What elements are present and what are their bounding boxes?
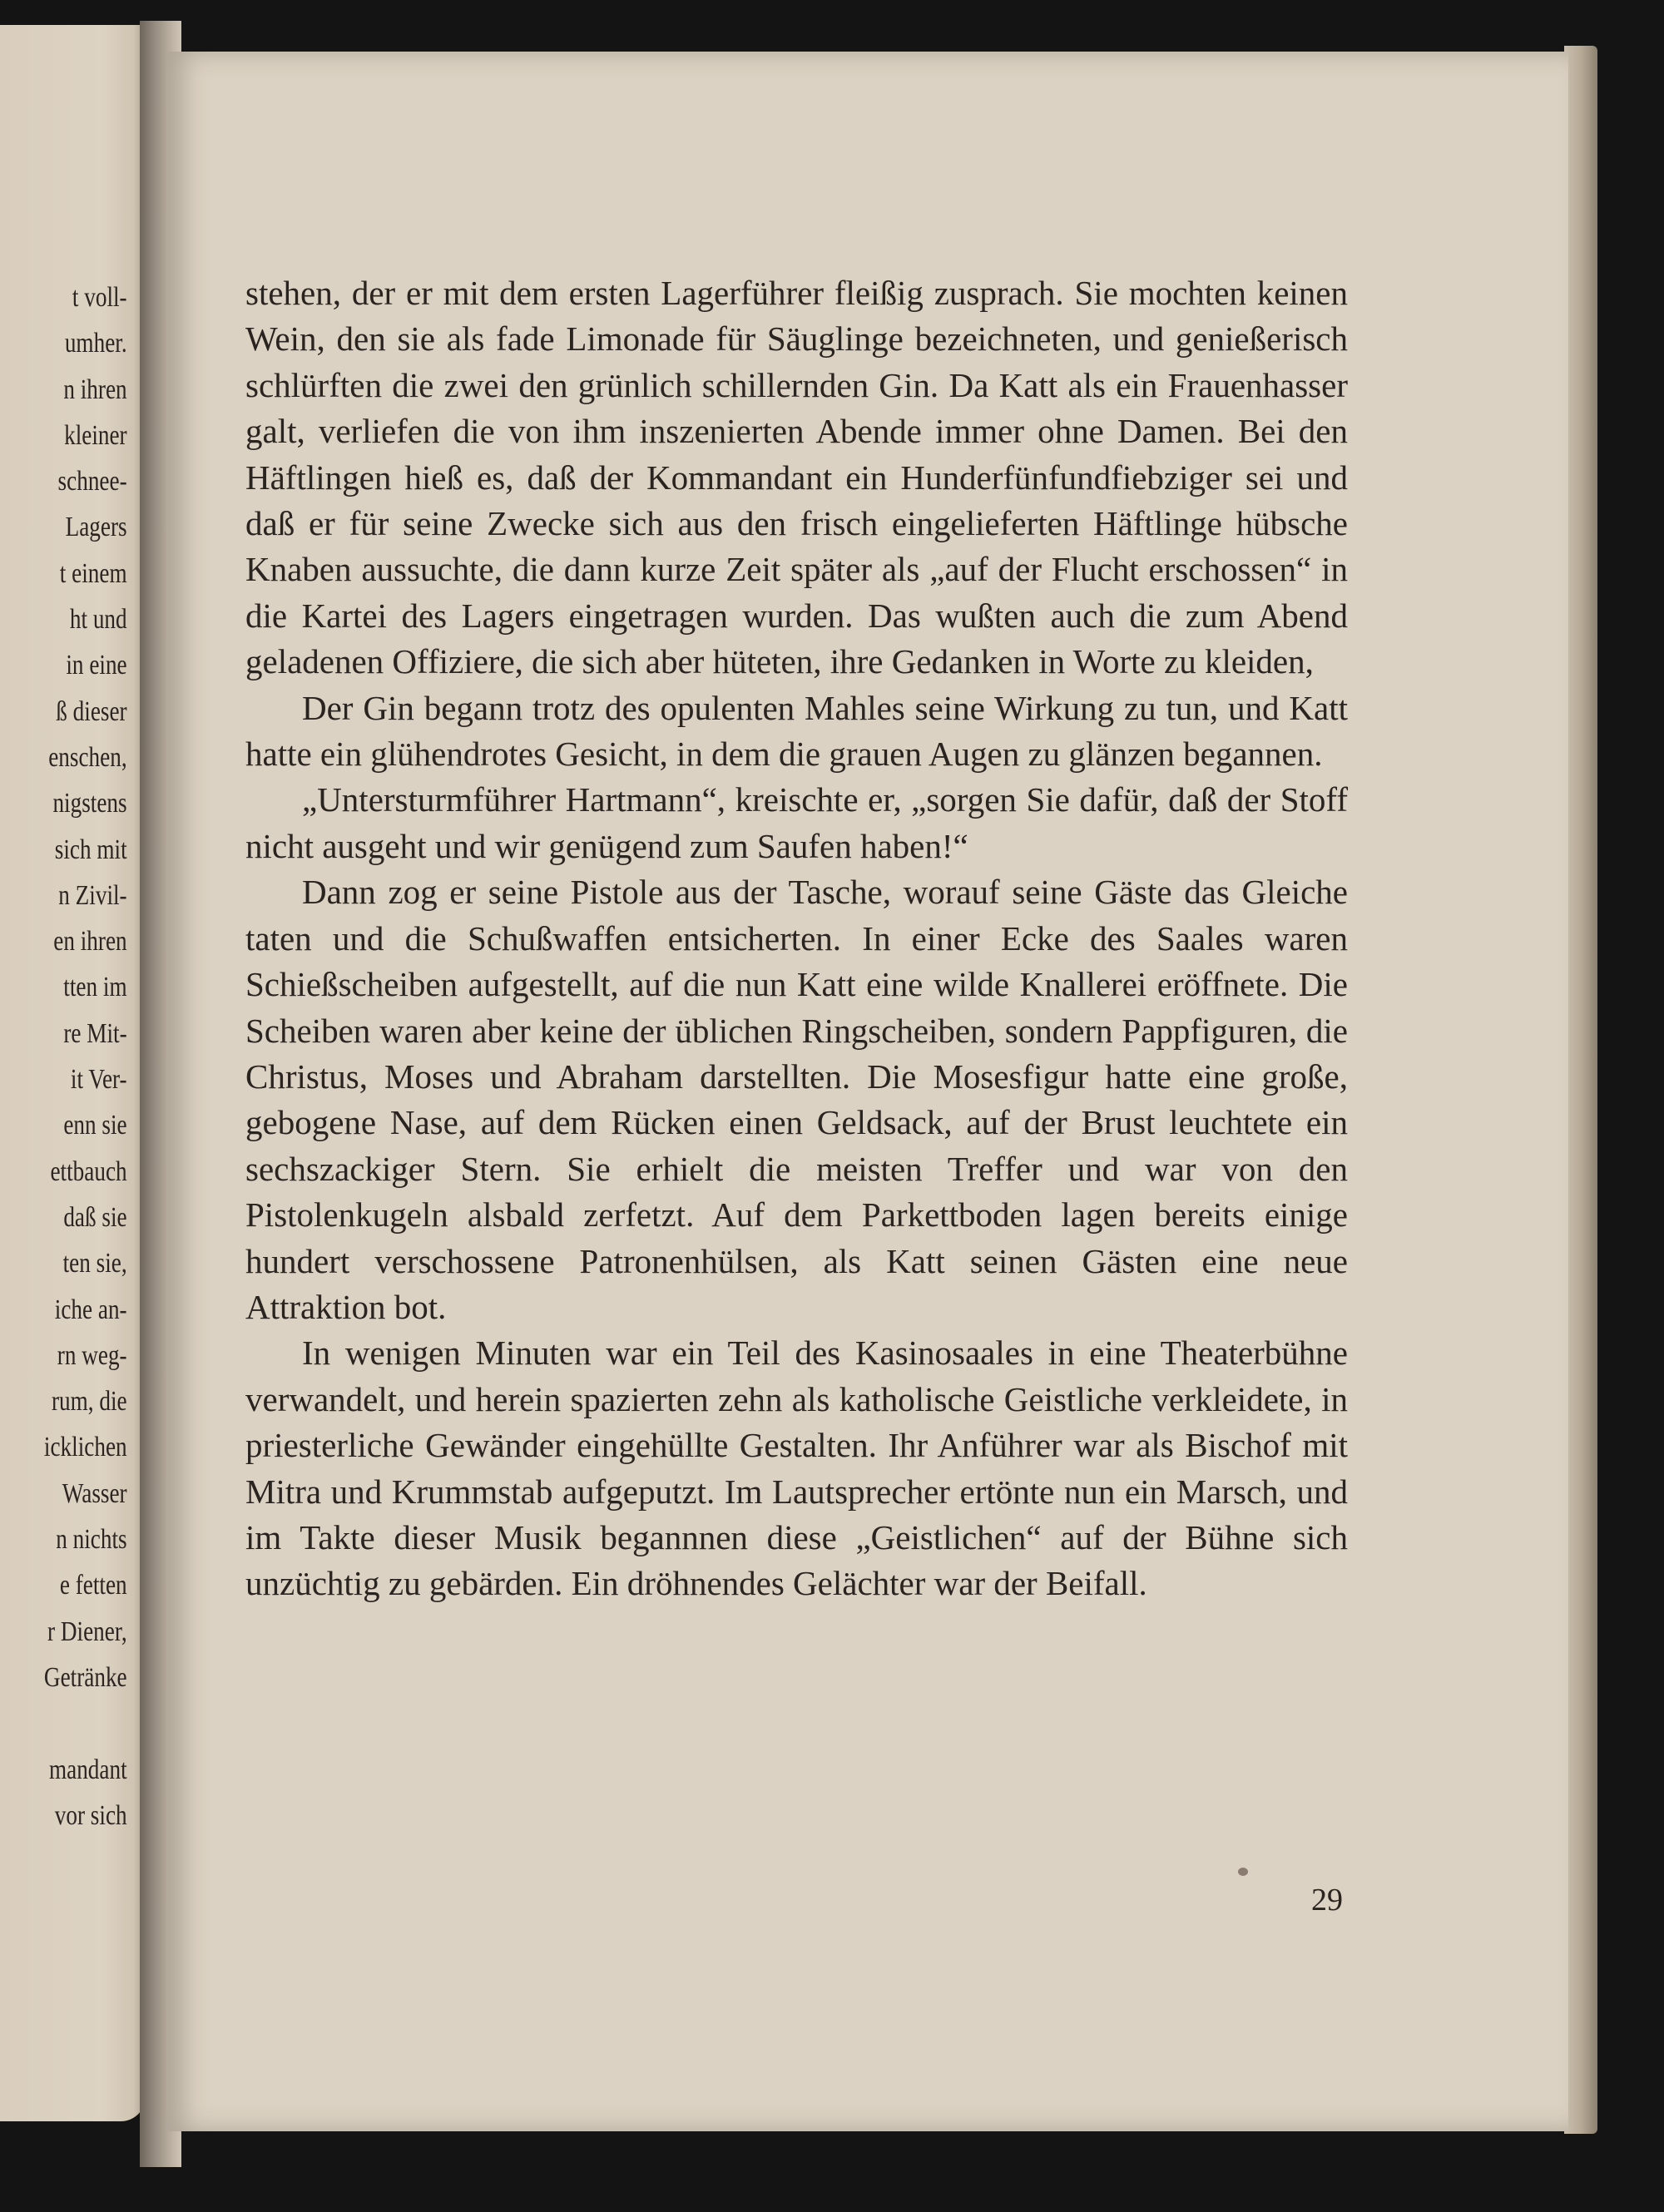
left-page-fragment: Getränke [44,1661,127,1693]
paragraph-2: Der Gin begann trotz des opulenten Mahles seine Wirkung zu tun, und Katt hatte ein glühendrotes Gesicht, in dem die grauen Augen zu glänzen begannen. [245,688,1348,774]
left-page-text-fragments [23,275,127,1838]
paragraph-4: Dann zog er seine Pistole aus der Tasche, worauf seine Gäste das Gleiche taten und die Schußwaffen entsicherten. In einer Ecke des Saales waren Schießscheiben aufgestellt, auf die nun Katt eine wilde Knallerei eröffnete. Die Scheiben waren aber keine der üblichen Ringscheiben, sondern Pappfiguren, die Christus, Moses und Abraham darstellten. Die Mosesfigur hatte eine große, gebogene Nase, auf dem Rücken einen Geldsack, auf der Brust leuchtete ein sechszackiger Stern. Sie erhielt die meisten Treffer und war von den Pistolenkugeln alsbald zerfetzt. Auf dem Parkettboden lagen bereits einige hundert verschossene Patronenhülsen, als Katt seinen Gästen eine neue Attraktion bot. [245,873,1348,1326]
left-page-fragment: daß sie [63,1201,127,1233]
paragraph-3: „Untersturmführer Hartmann“, kreischte er, „sorgen Sie dafür, daß der Stoff nicht ausgeht und wir genügend zum Saufen haben!“ [245,780,1348,865]
left-page-fragment: umher. [65,328,127,359]
left-page-fragment: re Mit- [63,1017,127,1049]
left-page-fragment: Wasser [62,1477,127,1509]
paragraph-1: stehen, der er mit dem ersten Lagerführer fleißig zusprach. Sie mochten keinen Wein, den sie als fade Limonade für Säuglinge bezeichneten, und genießerisch schlürften die zwei den grünlich schillernden Gin. Da Katt als ein Frauenhasser galt, verliefen die von ihm inszenierten Abende immer ohne Damen. Bei den Häftlingen hieß es, daß der Kommandant ein Hunderfünfundfiebziger sei und daß er für seine Zwecke sich aus den frisch eingelieferten Häftlinge hübsche Knaben aussuchte, die dann kurze Zeit später als „auf der Flucht erschossen“ in die Kartei des Lagers eingetragen wurden. Das wußten auch die zum Abend geladenen Offiziere, die sich aber hüteten, ihre Gedanken in Worte zu kleiden, [245,274,1348,681]
left-page-fragment: nigstens [52,788,127,819]
left-page-fragment: in eine [66,650,127,681]
left-page-fragment: rn weg- [57,1339,127,1371]
paragraph-5: In wenigen Minuten war ein Teil des Kasinosaales in eine Theaterbühne verwandelt, und herein spazierten zehn als katholische Geistliche verkleidete, in priesterliche Gewänder eingehüllte Gestalten. Ihr Anführer war als Bischof mit Mitra und Krummstab aufgeputzt. Im Lautsprecher ertönte nun ein Marsch, und im Takte dieser Musik begannnen diese „Geistlichen“ auf der Bühne sich unzüchtig zu gebärden. Ein dröhnendes Gelächter war der Beifall. [245,1334,1348,1603]
page-edge [1564,46,1597,2134]
left-page-fragment: n ihren [63,374,127,405]
left-page-fragment: enn sie [63,1110,127,1141]
left-page-fragment: ten sie, [62,1248,127,1279]
left-page-fragment: ettbauch [50,1155,127,1187]
ink-speck [1238,1868,1248,1876]
left-page-fragment: sich mit [55,834,127,865]
left-page-fragment: ht und [70,604,127,636]
left-page-fragment: tten im [63,972,127,1003]
left-page-fragment: iche an- [55,1294,127,1325]
left-page-fragment [44,1700,127,1746]
left-page-fragment: schnee- [57,466,127,497]
left-page-fragment: r Diener, [47,1616,127,1647]
left-page-fragment: e fetten [60,1570,127,1601]
left-page-fragment: rum, die [52,1386,128,1418]
left-page-fragment: kleiner [64,419,127,451]
page-number: 29 [1311,1883,1343,1918]
left-page-fragment: ß dieser [56,695,127,727]
left-page-fragment: n nichts [56,1524,127,1556]
left-page-fragment: Lagers [65,512,127,543]
left-page-fragment: mandant [49,1754,127,1785]
left-page-fragment: icklichen [44,1432,127,1463]
left-facing-page [0,25,146,2121]
left-page-fragment: n Zivil- [58,879,127,911]
left-page-fragment: en ihren [53,926,127,958]
left-page-fragment: enschen, [48,741,127,773]
left-page-fragment: t voll- [72,282,127,313]
left-page-fragment: vor sich [55,1799,127,1831]
left-page-fragment: t einem [60,557,127,589]
left-page-fragment: it Ver- [71,1064,127,1096]
body-text [245,270,1348,1607]
